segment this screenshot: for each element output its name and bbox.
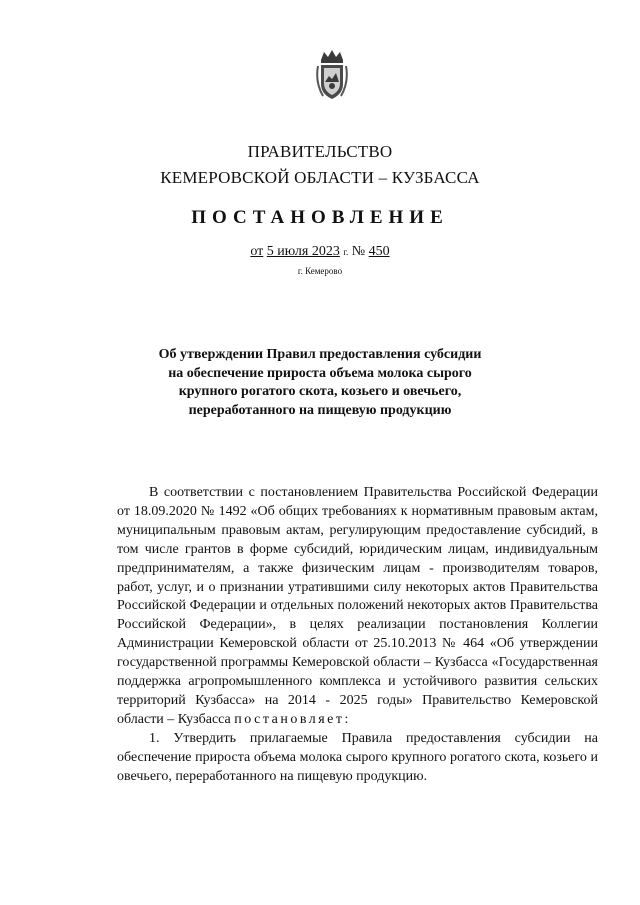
title-line: переработанного на пищевую продукцию bbox=[188, 402, 452, 418]
government-name-line1: ПРАВИТЕЛЬСТВО bbox=[247, 142, 393, 161]
city: г. Кемерово bbox=[297, 266, 343, 276]
date-prefix: от bbox=[250, 244, 264, 259]
document-date-line bbox=[0, 243, 640, 261]
coat-of-arms-icon bbox=[315, 48, 349, 102]
number-sign: № bbox=[351, 244, 366, 259]
preamble-text: В соответствии с постановлением Правительства Российской Федерации от 18.09.2020 № 1492 «Об общих требованиях к нормативным правовым актам, муниципальным правовым актам, регулирующим предоставление субсидий, в том числе грантов в форме субсидий, юридическим лицам, индивидуальным предпринимателям, а также физическим лицам - производителям товаров, работ, услуг, и о признании утратившими силу некоторых актов Правительства Российской Федерации и отдельных положений некоторых актов Правительства Российской Федерации», в целях реализации постановления Коллегии Администрации Кемеровской области от 25.10.2013 № 464 «Об утверждении государственной программы Кемеровской области – Кузбасса «Государственная поддержка агропромышленного комплекса и устойчивого развития сельских территорий Кузбасса» на 2014 - 2025 годы» Правительство Кемеровской области – Кузбасса bbox=[117, 485, 598, 727]
document-number: 450 bbox=[368, 244, 390, 259]
document-date: 5 июля 2023 bbox=[266, 244, 340, 259]
decree-word: постановляет: bbox=[234, 711, 351, 727]
title-line: Об утверждении Правил предоставления субсидии bbox=[158, 347, 482, 362]
body-paragraph bbox=[117, 484, 598, 730]
document-body bbox=[117, 484, 598, 787]
government-name-line2: КЕМЕРОВСКОЙ ОБЛАСТИ – КУЗБАССА bbox=[160, 168, 480, 187]
body-paragraph: 1. Утвердить прилагаемые Правила предоставления субсидии на обеспечение прироста объема молока сырого крупного рогатого скота, козьего и овечьего, переработанного на пищевую продукцию. bbox=[117, 730, 598, 784]
title-line: крупного рогатого скота, козьего и овечьего, bbox=[178, 384, 462, 399]
document-type: ПОСТАНОВЛЕНИЕ bbox=[191, 207, 449, 228]
title-line: на обеспечение прироста объема молока сырого bbox=[168, 365, 472, 381]
document-title bbox=[0, 346, 640, 420]
year-suffix: г. bbox=[343, 247, 349, 257]
